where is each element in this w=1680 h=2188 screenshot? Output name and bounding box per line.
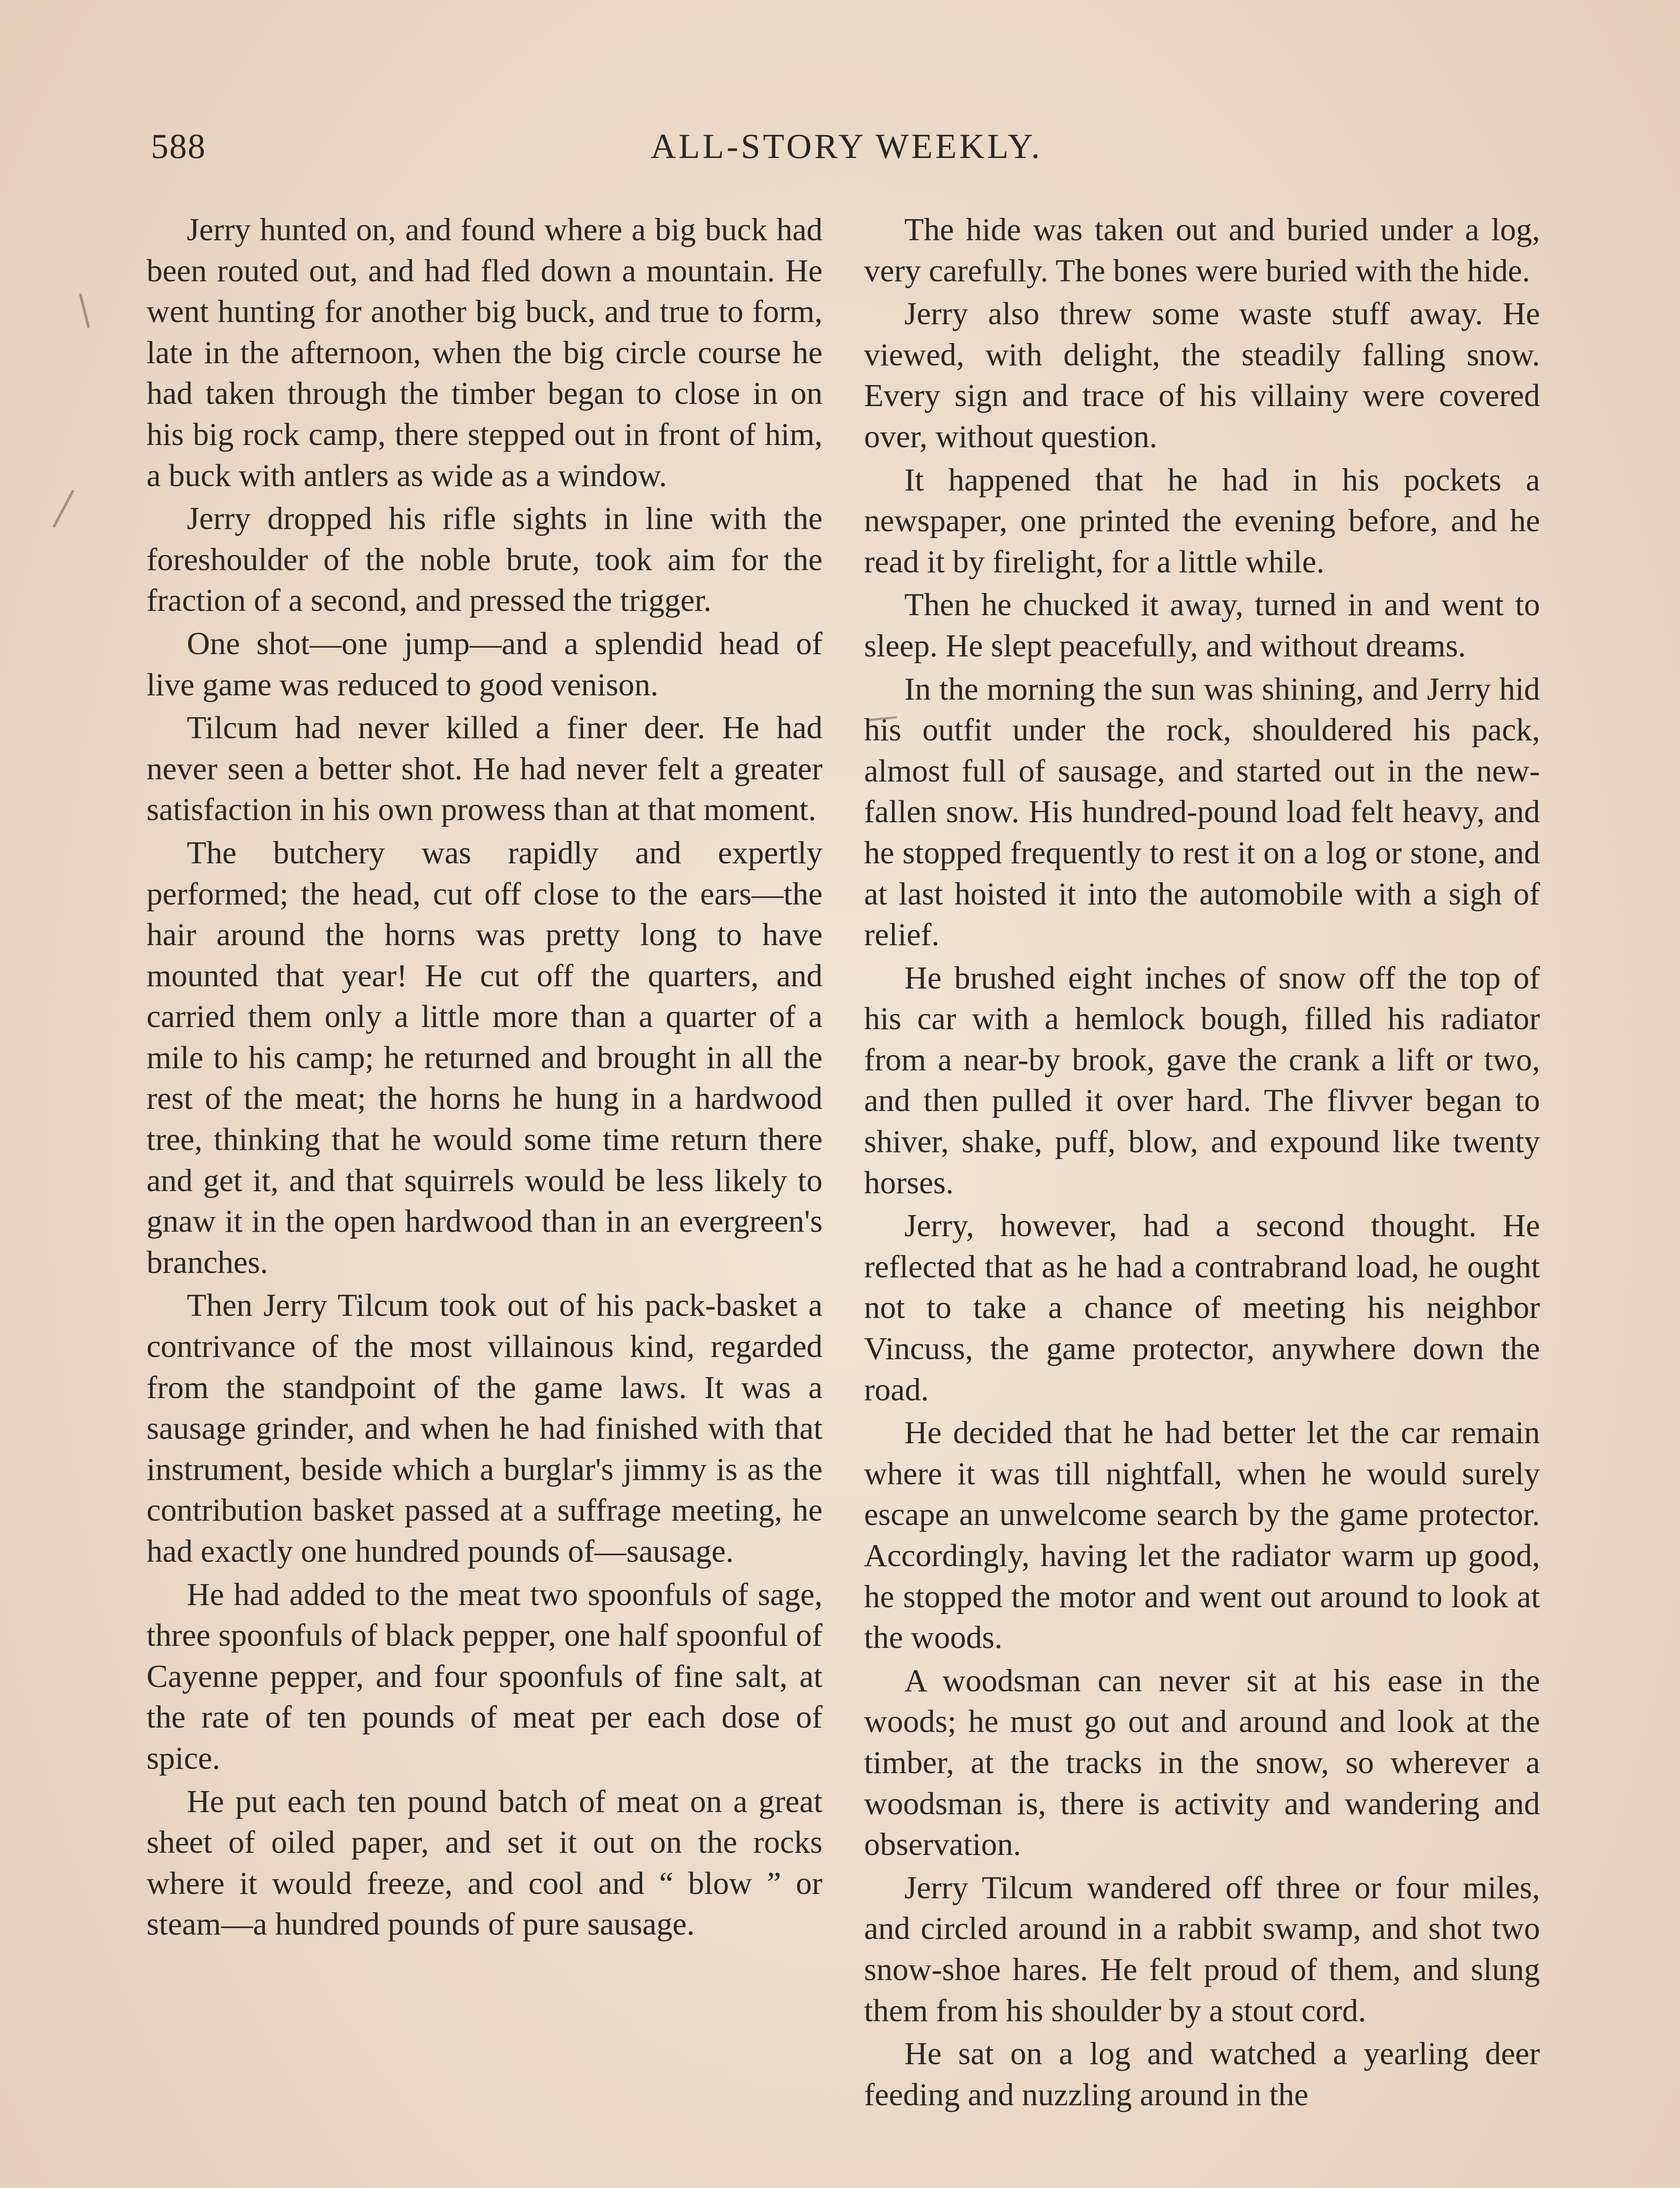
paragraph: He put each ten pound batch of meat on a great sheet of oiled paper, and set it out on the rocks where it would freeze, and cool and “ blow ” or steam—a hundred pounds of pure sausage.: [147, 1783, 822, 1942]
margin-mark: [52, 490, 74, 528]
left-column: [147, 209, 822, 2188]
page-header: [151, 127, 1542, 179]
paragraph: Then Jerry Tilcum took out of his pack-basket a contrivance of the most villainous kind, regarded from the standpoint of the game laws. It was a sausage grinder, and when he had finished with that instrument, beside which a burglar's jimmy is as the contribution basket passed at a suffrage meeting, he had exactly one hundred pounds of—sausage.: [147, 1287, 822, 1569]
paragraph: The hide was taken out and buried under a log, very carefully. The bones were buried with the hide.: [864, 212, 1540, 288]
paragraph: Then he chucked it away, turned in and went to sleep. He slept peacefully, and without dreams.: [864, 587, 1540, 663]
paragraph: Jerry dropped his rifle sights in line with the foreshoulder of the noble brute, took aim for the fraction of a second, and pressed the trigger.: [147, 501, 822, 618]
paragraph: Tilcum had never killed a finer deer. He had never seen a better shot. He had never felt a greater satisfaction in his own prowess than at that moment.: [147, 710, 822, 828]
paragraph: He decided that he had better let the car remain where it was till nightfall, when he would surely escape an unwelcome search by the game protector. Accordingly, having let the radiator warm up good, he stopped the motor and went out around to look at the woods.: [864, 1415, 1540, 1655]
paragraph: In the morning the sun was shining, and Jerry hid his outfit under the rock, shouldered his pack, almost full of sausage, and started out in the new-fallen snow. His hundred-pound load felt heavy, and he stopped frequently to rest it on a log or stone, and at last hoisted it into the automobile with a sigh of relief.: [864, 671, 1540, 953]
text-columns: [147, 209, 1540, 2188]
paragraph: A woodsman can never sit at his ease in the woods; he must go out and around and look at the timber, at the tracks in the snow, so wherever a woodsman is, there is activity and wandering and observation.: [864, 1662, 1540, 1862]
paragraph: Jerry Tilcum wandered off three or four miles, and circled around in a rabbit swamp, and shot two snow-shoe hares. He felt proud of them, and slung them from his shoulder by a stout cord.: [864, 1869, 1540, 2028]
paragraph: The butchery was rapidly and expertly performed; the head, cut off close to the ears—the hair around the horns was pretty long to have mounted that year! He cut off the quarters, and carried them only a little more than a quarter of a mile to his camp; he returned and brought in all the rest of the meat; the horns he hung in a hardwood tree, thinking that he would some time return there and get it, and that squirrels would be less likely to gnaw it in the open hardwood than in an evergreen's branches.: [147, 835, 822, 1280]
paragraph: Jerry also threw some waste stuff away. He viewed, with delight, the steadily falling snow. Every sign and trace of his villainy were covered over, without question.: [864, 296, 1540, 454]
paragraph: It happened that he had in his pockets a newspaper, one printed the evening before, and he read it by firelight, for a little while.: [864, 462, 1540, 579]
paragraph: He brushed eight inches of snow off the top of his car with a hemlock bough, filled his radiator from a near-by brook, gave the crank a lift or two, and then pulled it over hard. The flivver began to shiver, shake, puff, blow, and expound like twenty horses.: [864, 960, 1540, 1200]
margin-mark: [79, 293, 90, 328]
paragraph: He sat on a log and watched a yearling deer feeding and nuzzling around in the: [864, 2036, 1540, 2112]
paragraph: He had added to the meat two spoonfuls of sage, three spoonfuls of black pepper, one half spoonful of Cayenne pepper, and four spoonfuls of fine salt, at the rate of ten pounds of meat per each dose of spice.: [147, 1576, 822, 1776]
page-number: 588: [151, 127, 206, 166]
running-title: ALL-STORY WEEKLY.: [651, 127, 1043, 166]
right-column: [864, 209, 1540, 2188]
paragraph: Jerry hunted on, and found where a big buck had been routed out, and had fled down a mountain. He went hunting for another big buck, and true to form, late in the afternoon, when the big circle course he had taken through the timber began to close in on his big rock camp, there stepped out in front of him, a buck with antlers as wide as a window.: [147, 212, 822, 493]
paragraph: One shot—one jump—and a splendid head of live game was reduced to good venison.: [147, 625, 822, 702]
paragraph: Jerry, however, had a second thought. He reflected that as he had a contrabrand load, he ought not to take a chance of meeting his neighbor Vincuss, the game protector, anywhere down the road.: [864, 1208, 1540, 1407]
